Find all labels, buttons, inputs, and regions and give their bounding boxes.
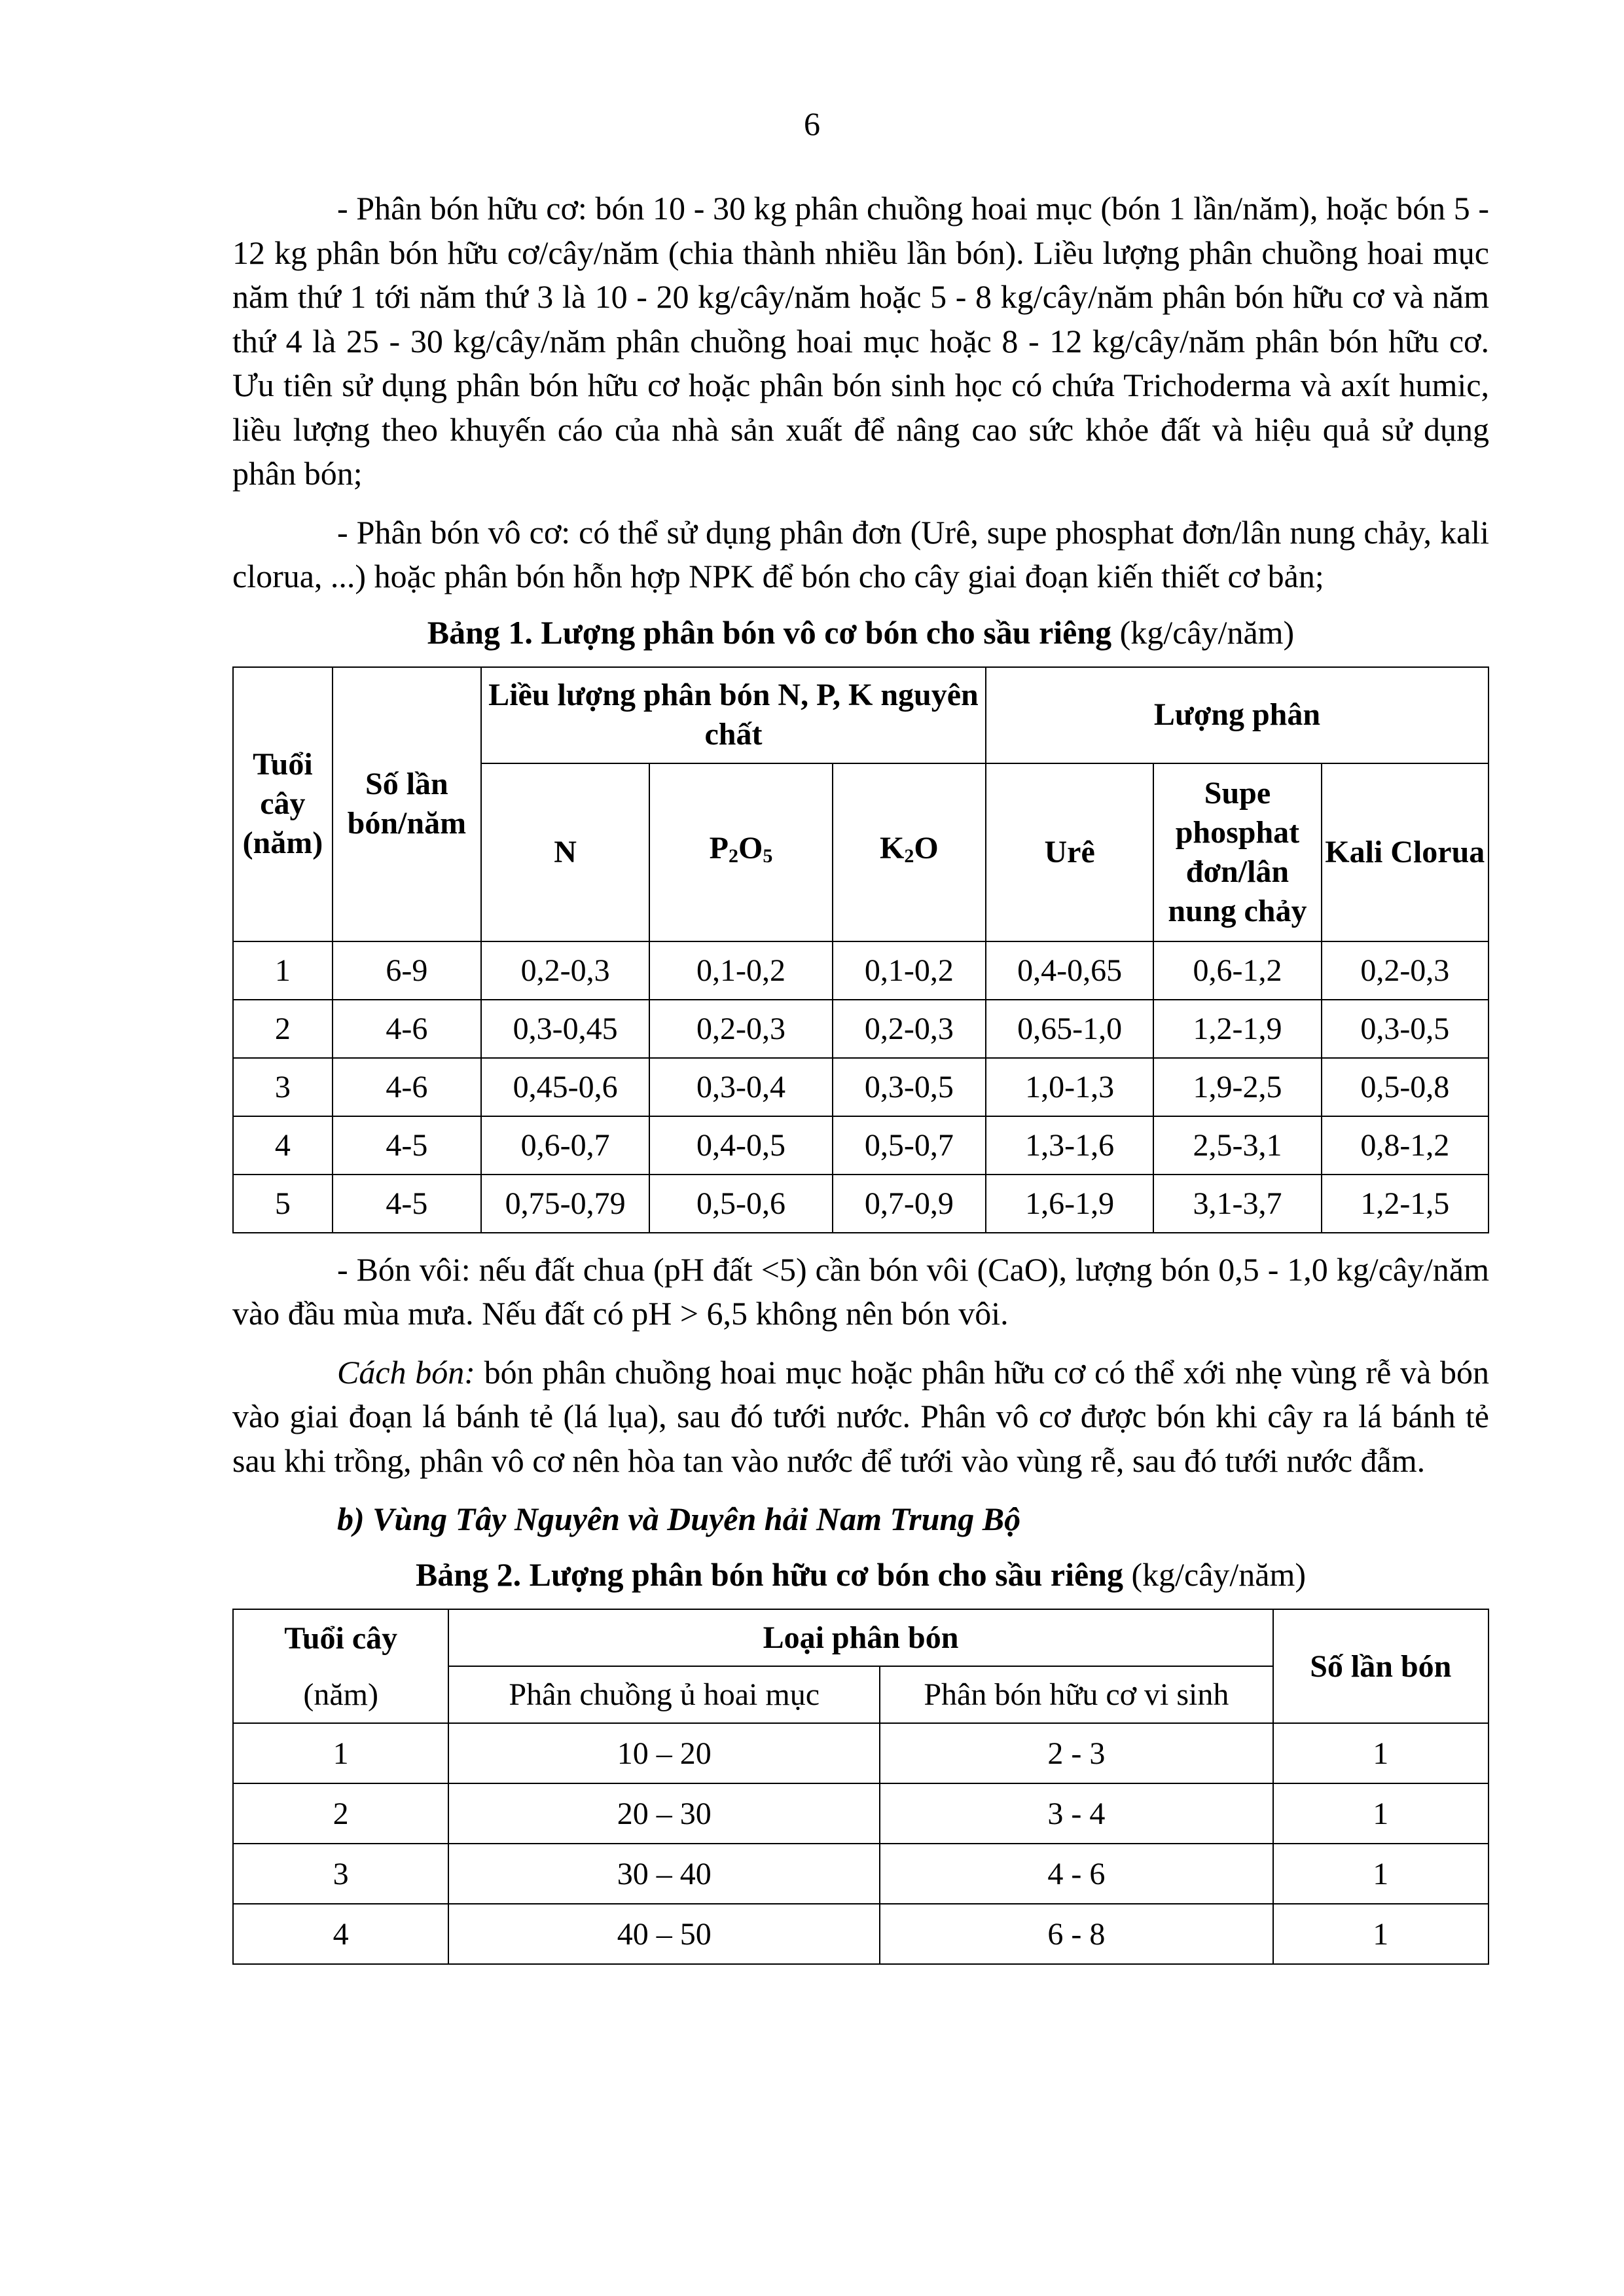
cell: 30 – 40 (448, 1844, 880, 1904)
cell: 0,2-0,3 (833, 1000, 986, 1058)
table2-caption (232, 1553, 1489, 1597)
cell: 1,0-1,3 (986, 1058, 1153, 1116)
cell: 4-6 (333, 1058, 481, 1116)
header-tree-age-line1: Tuổi cây (233, 1609, 448, 1666)
paragraph-inorganic-fertilizer: - Phân bón vô cơ: có thể sử dụng phân đơn (Urê, supe phosphat đơn/lân nung chảy, kali clorua, ...) hoặc phân bón hỗn hợp NPK để bón cho cây giai đoạn kiến thiết cơ bản; (232, 513, 1489, 594)
cell: 0,8-1,2 (1322, 1116, 1489, 1175)
cell: 0,45-0,6 (481, 1058, 649, 1116)
cell: 0,3-0,4 (649, 1058, 832, 1116)
cell: 6-9 (333, 941, 481, 1000)
table1-caption (232, 611, 1489, 655)
cell: 1,2-1,5 (1322, 1175, 1489, 1233)
header-superphosphate: Supe phosphat đơn/lân nung chảy (1153, 763, 1321, 941)
cell: 0,2-0,3 (649, 1000, 832, 1058)
cell: 0,5-0,8 (1322, 1058, 1489, 1116)
header-group-fertilizer-amount: Lượng phân (986, 667, 1489, 763)
paragraph-lime: - Bón vôi: nếu đất chua (pH đất <5) cần bón vôi (CaO), lượng bón 0,5 - 1,0 kg/cây/năm vào đầu mùa mưa. Nếu đất có pH > 6,5 không nên bón vôi. (232, 1250, 1489, 1332)
cell: 1,3-1,6 (986, 1116, 1153, 1175)
header-tree-age: Tuổi cây (năm) (233, 667, 333, 941)
cell: 1,6-1,9 (986, 1175, 1153, 1233)
table2-caption-unit: (kg/cây/năm) (1123, 1556, 1307, 1593)
header-microbial-organic: Phân bón hữu cơ vi sinh (880, 1666, 1273, 1723)
method-label: Cách bón: (337, 1353, 475, 1391)
cell: 4-6 (333, 1000, 481, 1058)
cell: 0,3-0,45 (481, 1000, 649, 1058)
table-row (233, 1116, 1489, 1175)
cell: 0,2-0,3 (481, 941, 649, 1000)
table2-caption-title: Bảng 2. Lượng phân bón hữu cơ bón cho sầu riêng (415, 1556, 1123, 1593)
table-organic-fertilizer (232, 1609, 1489, 1965)
header-p2o5: $P_2O_5$ (649, 763, 832, 941)
table-row (233, 1058, 1489, 1116)
table-row (233, 1000, 1489, 1058)
paragraph-application-method (232, 1351, 1489, 1484)
table-row (233, 1904, 1489, 1964)
cell: 0,7-0,9 (833, 1175, 986, 1233)
cell: 0,2-0,3 (1322, 941, 1489, 1000)
header-n: N (481, 763, 649, 941)
cell: 0,1-0,2 (649, 941, 832, 1000)
cell: 3 (233, 1844, 448, 1904)
table-row (233, 1175, 1489, 1233)
header-applications-per-year: Số lần bón/năm (333, 667, 481, 941)
table-inorganic-fertilizer (232, 666, 1489, 1233)
cell: 0,65-1,0 (986, 1000, 1153, 1058)
cell: 6 - 8 (880, 1904, 1273, 1964)
header-tree-age-line2: (năm) (233, 1666, 448, 1723)
cell: 1 (1273, 1844, 1489, 1904)
cell: 1 (1273, 1904, 1489, 1964)
table-row (233, 1844, 1489, 1904)
cell: 0,5-0,7 (833, 1116, 986, 1175)
page-number: 6 (804, 105, 820, 142)
header-applications: Số lần bón (1273, 1609, 1489, 1723)
cell: 0,4-0,65 (986, 941, 1153, 1000)
cell: 0,6-0,7 (481, 1116, 649, 1175)
cell: 1 (1273, 1783, 1489, 1844)
cell: 0,3-0,5 (833, 1058, 986, 1116)
cell: 0,4-0,5 (649, 1116, 832, 1175)
cell: 3,1-3,7 (1153, 1175, 1321, 1233)
cell: 3 - 4 (880, 1783, 1273, 1844)
header-k2o: $K_2O$ (833, 763, 986, 941)
cell: 0,5-0,6 (649, 1175, 832, 1233)
cell: 1 (233, 1723, 448, 1783)
cell: 2,5-3,1 (1153, 1116, 1321, 1175)
cell: 0,6-1,2 (1153, 941, 1321, 1000)
section-heading-b: b) Vùng Tây Nguyên và Duyên hải Nam Trung Bộ (337, 1501, 1021, 1537)
cell: 4 (233, 1116, 333, 1175)
header-potassium-chloride: Kali Clorua (1322, 763, 1489, 941)
cell: 0,1-0,2 (833, 941, 986, 1000)
header-group-npk-dose: Liều lượng phân bón N, P, K nguyên chất (481, 667, 986, 763)
cell: 0,3-0,5 (1322, 1000, 1489, 1058)
cell: 40 – 50 (448, 1904, 880, 1964)
cell: 4 (233, 1904, 448, 1964)
cell: 4 - 6 (880, 1844, 1273, 1904)
table1-caption-unit: (kg/cây/năm) (1111, 613, 1295, 651)
document-body (232, 187, 1489, 1965)
paragraph-organic-fertilizer: - Phân bón hữu cơ: bón 10 - 30 kg phân chuồng hoai mục (bón 1 lần/năm), hoặc bón 5 - 12 kg phân bón hữu cơ/cây/năm (chia thành nhiều lần bón). Liều lượng phân chuồng hoai mục năm thứ 1 tới năm thứ 3 là 10 - 20 kg/cây/năm hoặc 5 - 8 kg/cây/năm phân bón hữu cơ và năm thứ 4 là 25 - 30 kg/cây/năm phân chuồng hoai mục hoặc 8 - 12 kg/cây/năm phân bón hữu cơ. Ưu tiên sử dụng phân bón hữu cơ hoặc phân bón sinh học có chứa Trichoderma và axít humic, liều lượng theo khuyến cáo của nhà sản xuất để nâng cao sức khỏe đất và hiệu quả sử dụng phân bón; (232, 190, 1489, 492)
cell: 1,9-2,5 (1153, 1058, 1321, 1116)
cell: 4-5 (333, 1175, 481, 1233)
cell: 1 (1273, 1723, 1489, 1783)
table-row (233, 941, 1489, 1000)
header-composted-manure: Phân chuồng ủ hoai mục (448, 1666, 880, 1723)
cell: 1 (233, 941, 333, 1000)
header-group-fertilizer-type: Loại phân bón (448, 1609, 1272, 1666)
cell: 5 (233, 1175, 333, 1233)
cell: 2 (233, 1783, 448, 1844)
cell: 4-5 (333, 1116, 481, 1175)
cell: 0,75-0,79 (481, 1175, 649, 1233)
cell: 1,2-1,9 (1153, 1000, 1321, 1058)
header-urea: Urê (986, 763, 1153, 941)
cell: 2 (233, 1000, 333, 1058)
cell: 20 – 30 (448, 1783, 880, 1844)
cell: 10 – 20 (448, 1723, 880, 1783)
table-row (233, 1783, 1489, 1844)
table-row (233, 1723, 1489, 1783)
method-text: bón phân chuồng hoai mục hoặc phân hữu cơ có thể xới nhẹ vùng rễ và bón vào giai đoạn lá bánh tẻ (lá lụa), sau đó tưới nước. Phân vô cơ được bón khi cây ra lá bánh tẻ sau khi trồng, phân vô cơ nên hòa tan vào nước để tưới vào vùng rễ, sau đó tưới nước đẫm. (232, 1353, 1489, 1479)
cell: 3 (233, 1058, 333, 1116)
table1-caption-title: Bảng 1. Lượng phân bón vô cơ bón cho sầu riêng (427, 613, 1112, 651)
cell: 2 - 3 (880, 1723, 1273, 1783)
